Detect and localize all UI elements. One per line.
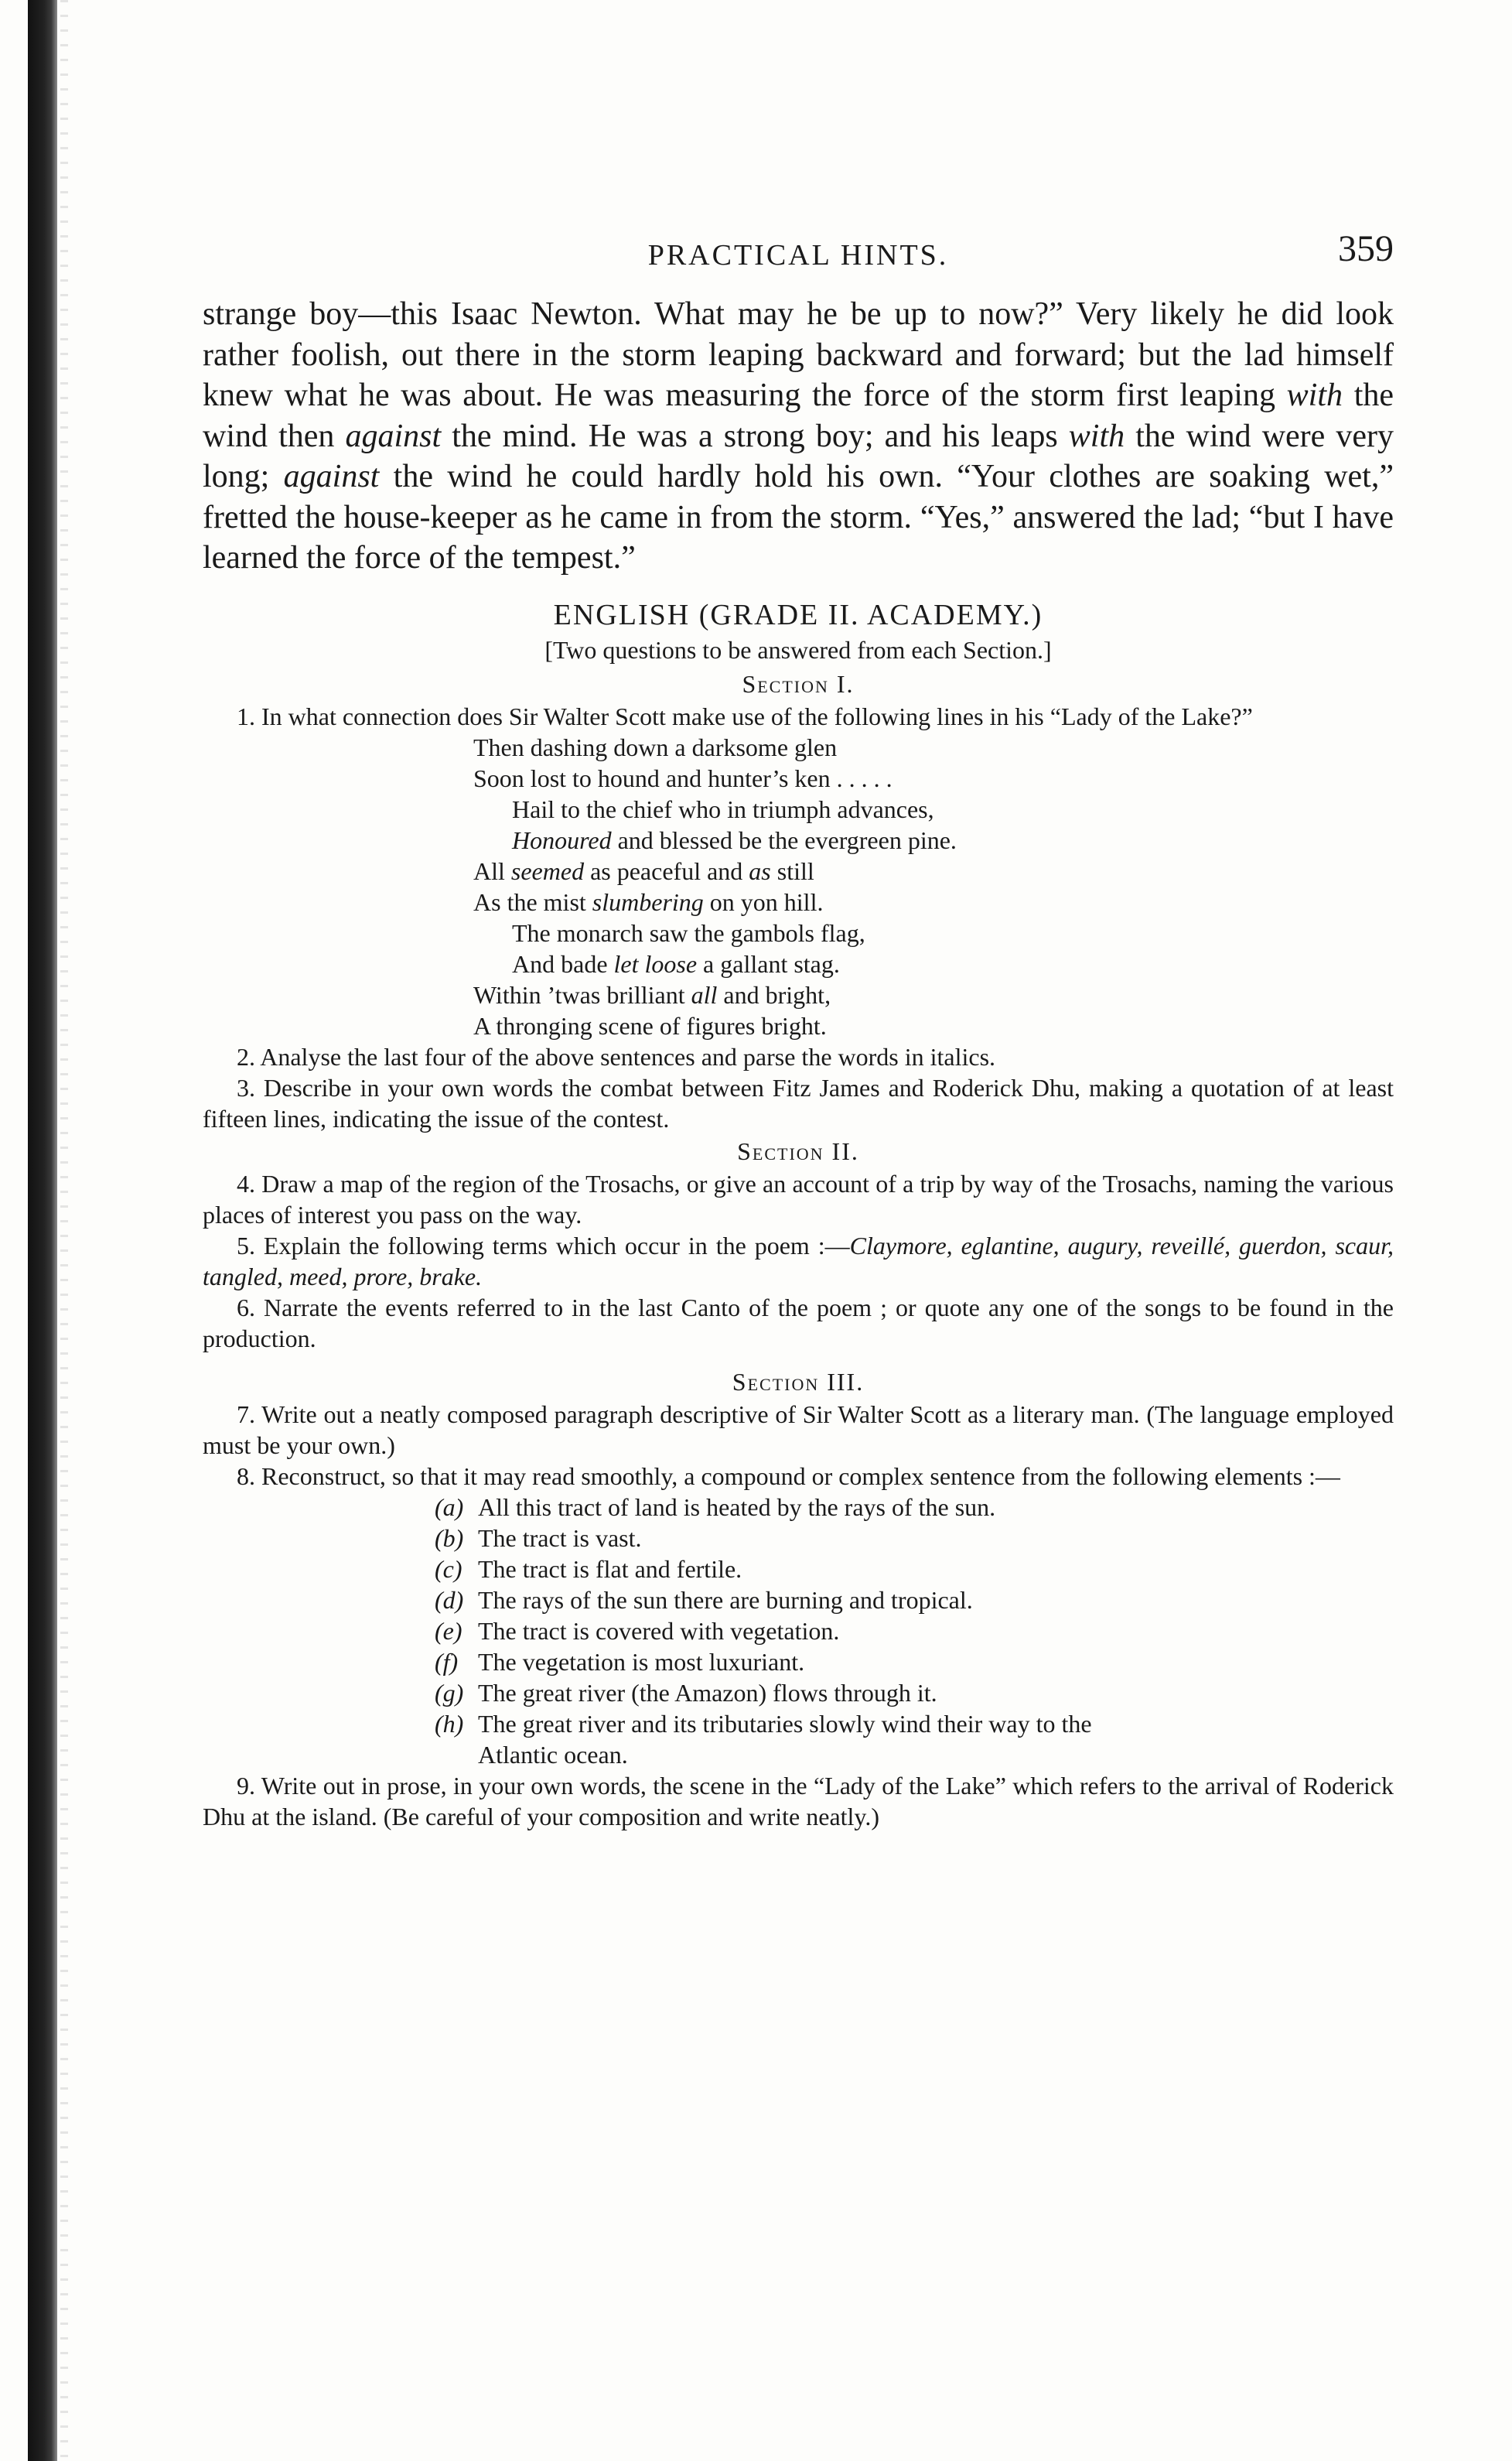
poem-line: A thronging scene of figures bright. bbox=[473, 1011, 827, 1040]
element-text: The tract is vast. bbox=[478, 1523, 642, 1552]
list-item bbox=[203, 1584, 1394, 1615]
list-item bbox=[203, 1523, 1394, 1554]
poem-line: Then dashing down a darksome glen bbox=[473, 733, 838, 761]
element-text: The tract is covered with vegetation. bbox=[478, 1616, 840, 1645]
poem-italic-word: seemed bbox=[510, 856, 585, 885]
poem-text: and blessed be the evergreen pine. bbox=[611, 825, 957, 854]
poem-italic-word: all bbox=[691, 980, 718, 1009]
question-9: 9. Write out in prose, in your own words, the scene in the “Lady of the Lake” which refers to the arrival of Roderick Dhu at the island. (Be careful of your composition and write neatly.) bbox=[203, 1771, 1394, 1830]
poem-line bbox=[203, 949, 1394, 979]
question-6: 6. Narrate the events referred to in the last Canto of the poem ; or quote any one of the songs to be found in the production. bbox=[203, 1293, 1394, 1352]
poem-line: The monarch saw the gambols flag, bbox=[512, 918, 865, 947]
poem-line bbox=[203, 887, 1394, 918]
poem-text: still bbox=[770, 856, 814, 885]
intro-text-5: the wind he could hardly hold his own. “Your clothes are soaking wet,” fretted the house-keeper as he came in from the storm. “Yes,” answered the lad; “but I have learned the force of the tempest.” bbox=[203, 459, 1394, 576]
question-3: 3. Describe in your own words the combat between Fitz James and Roderick Dhu, making a quotation of at least fifteen lines, indicating the issue of the contest. bbox=[203, 1073, 1394, 1133]
element-label: (g) bbox=[435, 1678, 464, 1707]
running-title: PRACTICAL HINTS. bbox=[647, 239, 949, 272]
question-1: 1. In what connection does Sir Walter Scott make use of the following lines in his “Lady of the Lake?” bbox=[237, 702, 1253, 730]
poem-italic-word: let loose bbox=[613, 949, 698, 978]
element-text: The great river and its tributaries slowly wind their way to the bbox=[478, 1709, 1092, 1738]
poem-italic-word: Honoured bbox=[512, 825, 612, 854]
intro-italic-4: against bbox=[283, 459, 380, 494]
book-spine-shadow bbox=[28, 0, 57, 2461]
intro-italic-2: against bbox=[345, 418, 442, 454]
element-text: The rays of the sun there are burning and tropical. bbox=[478, 1585, 973, 1614]
intro-text-3: the mind. He was a strong boy; and his leaps bbox=[441, 418, 1069, 454]
question-8: 8. Reconstruct, so that it may read smoothly, a compound or complex sentence from the following elements :— bbox=[237, 1461, 1340, 1490]
element-label: (a) bbox=[435, 1492, 464, 1521]
question-5 bbox=[203, 1230, 1394, 1292]
element-text: The great river (the Amazon) flows through it. bbox=[478, 1678, 937, 1707]
question-4: 4. Draw a map of the region of the Trosachs, or give an account of a trip by way of the Trosachs, naming the various places of interest you pass on the way. bbox=[203, 1169, 1394, 1229]
poem-excerpt bbox=[203, 732, 1394, 1041]
poem-line: Soon lost to hound and hunter’s ken . . . . . bbox=[473, 764, 893, 792]
element-label: (e) bbox=[435, 1616, 462, 1645]
list-item bbox=[203, 1615, 1394, 1646]
list-item bbox=[203, 1492, 1394, 1523]
list-item bbox=[203, 1646, 1394, 1677]
poem-line: Hail to the chief who in triumph advances, bbox=[512, 795, 934, 823]
element-label: (h) bbox=[435, 1709, 464, 1738]
poem-text: All bbox=[473, 856, 511, 885]
list-item-continuation: Atlantic ocean. bbox=[478, 1740, 628, 1769]
section-2-heading: Section II. bbox=[737, 1137, 859, 1165]
poem-line bbox=[203, 979, 1394, 1010]
exam-title: ENGLISH (GRADE II. ACADEMY.) bbox=[553, 598, 1043, 631]
question-2: 2. Analyse the last four of the above sentences and parse the words in italics. bbox=[237, 1042, 996, 1071]
section-3-heading: Section III. bbox=[732, 1367, 865, 1396]
spine-edge-texture bbox=[60, 0, 68, 2461]
question-5-terms: Claymore, eglantine, augury, reveillé, guerdon, scaur, tangled, meed, prore, brake. bbox=[203, 1231, 1394, 1290]
poem-text: as peaceful and bbox=[584, 856, 749, 885]
poem-line bbox=[203, 856, 1394, 887]
poem-text: And bade bbox=[512, 949, 614, 978]
poem-text: and bright, bbox=[717, 980, 831, 1009]
element-label: (d) bbox=[435, 1585, 464, 1614]
book-page bbox=[203, 224, 1394, 1832]
element-label: (b) bbox=[435, 1523, 464, 1552]
sentence-elements-list bbox=[203, 1492, 1394, 1770]
element-text: All this tract of land is heated by the rays of the sun. bbox=[478, 1492, 996, 1521]
intro-italic-3: with bbox=[1068, 418, 1125, 454]
poem-line bbox=[203, 825, 1394, 856]
list-item bbox=[203, 1677, 1394, 1708]
list-item bbox=[203, 1708, 1394, 1739]
poem-text: on yon hill. bbox=[703, 887, 824, 916]
page-number: 359 bbox=[1338, 228, 1394, 269]
intro-paragraph bbox=[203, 294, 1394, 579]
intro-italic-1: with bbox=[1286, 378, 1343, 413]
page-header bbox=[203, 224, 1394, 294]
element-label: (c) bbox=[435, 1554, 462, 1583]
intro-text-1: strange boy—this Isaac Newton. What may he be up to now?” Very likely he did look rather foolish, out there in the storm leaping backward and forward; but the lad himself knew what he was about. He was measuring the force of the storm first leaping bbox=[203, 296, 1394, 413]
intro-text-2: the wind then bbox=[203, 378, 1394, 454]
exam-instructions: [Two questions to be answered from each Section.] bbox=[544, 635, 1052, 664]
element-label: (f) bbox=[435, 1647, 459, 1676]
poem-text: As the mist bbox=[473, 887, 592, 916]
poem-text: a gallant stag. bbox=[697, 949, 840, 978]
poem-italic-word: slumbering bbox=[592, 887, 704, 916]
element-text: The tract is flat and fertile. bbox=[478, 1554, 742, 1583]
question-7: 7. Write out a neatly composed paragraph descriptive of Sir Walter Scott as a literary man. (The language employed must be your own.) bbox=[203, 1400, 1394, 1459]
poem-italic-word: as bbox=[749, 856, 771, 885]
intro-text-4: the wind were very long; bbox=[203, 418, 1394, 494]
poem-text: Within ’twas brilliant bbox=[473, 980, 691, 1009]
element-text: The vegetation is most luxuriant. bbox=[478, 1647, 805, 1676]
question-5-text: 5. Explain the following terms which occur in the poem :— bbox=[237, 1231, 850, 1260]
list-item bbox=[203, 1554, 1394, 1584]
section-1-heading: Section I. bbox=[742, 669, 855, 698]
